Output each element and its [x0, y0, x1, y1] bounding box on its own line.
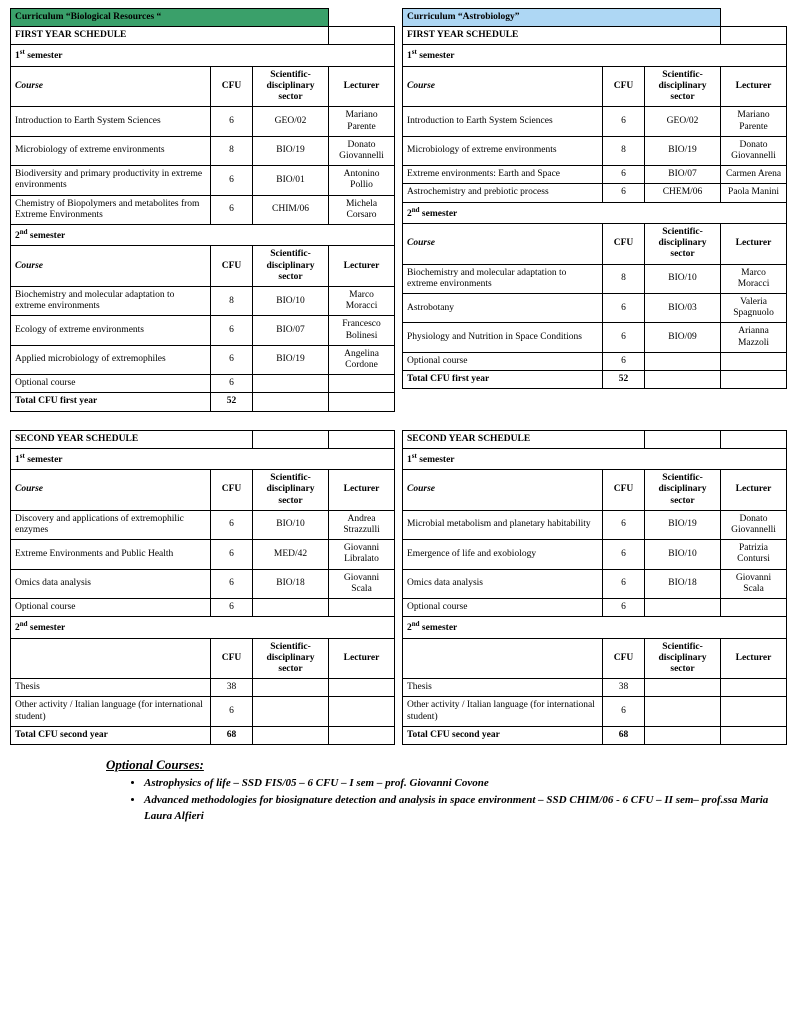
table-row — [403, 184, 787, 202]
table-row — [11, 569, 395, 598]
left-y2s1-columns — [11, 470, 395, 511]
col-lecturer: Lecturer — [721, 470, 787, 511]
header-empty-ssd — [645, 430, 721, 448]
course-cfu: 6 — [603, 510, 645, 539]
course-ssd: BIO/18 — [645, 569, 721, 598]
total-empty-ssd — [253, 393, 329, 411]
course-ssd: BIO/10 — [645, 264, 721, 293]
left-y1-sem1-label — [11, 45, 395, 66]
course-ssd — [253, 679, 329, 697]
col-lecturer: Lecturer — [329, 470, 395, 511]
left-second-year-table — [10, 430, 395, 745]
right-y2s2-columns — [403, 638, 787, 679]
course-name: Chemistry of Biopolymers and metabolites from Extreme Environments — [11, 195, 211, 224]
right-y1-sem1-label — [403, 45, 787, 66]
sem-rest: semester — [24, 454, 63, 465]
col-cfu: CFU — [211, 470, 253, 511]
table-row — [403, 510, 787, 539]
course-lecturer: Andrea Strazzulli — [329, 510, 395, 539]
col-ssd: Scientific-disciplinary sector — [253, 470, 329, 511]
left-y1s2-columns — [11, 246, 395, 287]
col-cfu: CFU — [603, 66, 645, 107]
optional-courses-title: Optional Courses: — [106, 756, 204, 772]
course-name: Ecology of extreme environments — [11, 316, 211, 345]
course-name: Astrobotany — [403, 293, 603, 322]
right-y1s2-columns — [403, 223, 787, 264]
total-empty-lecturer — [721, 726, 787, 744]
course-cfu: 6 — [211, 195, 253, 224]
table-row — [403, 107, 787, 136]
course-lecturer: Francesco Bolinesi — [329, 316, 395, 345]
table-row — [403, 598, 787, 616]
left-y2-sem1-label — [11, 448, 395, 469]
right-second-year-header: SECOND YEAR SCHEDULE — [403, 430, 645, 448]
sem-rest: semester — [419, 623, 458, 634]
course-ssd: BIO/07 — [645, 166, 721, 184]
col-lecturer: Lecturer — [329, 66, 395, 107]
course-lecturer — [329, 375, 395, 393]
course-ssd: GEO/02 — [253, 107, 329, 136]
table-row — [11, 510, 395, 539]
course-cfu: 6 — [603, 166, 645, 184]
right-y2-sem2-label — [403, 617, 787, 638]
left-first-year-table — [10, 8, 395, 412]
course-name: Introduction to Earth System Sciences — [11, 107, 211, 136]
right-total-second-year-label: Total CFU second year — [403, 726, 603, 744]
course-lecturer: Mariano Parente — [721, 107, 787, 136]
col-course: Course — [403, 223, 603, 264]
course-ssd: BIO/19 — [645, 510, 721, 539]
sem-sup: st — [19, 451, 25, 460]
right-curriculum-second-year — [402, 430, 786, 745]
course-ssd — [645, 697, 721, 726]
col-cfu: CFU — [211, 246, 253, 287]
table-row — [403, 697, 787, 726]
left-second-year-header: SECOND YEAR SCHEDULE — [11, 430, 253, 448]
left-y2-sem2-row — [11, 617, 395, 638]
course-name: Thesis — [11, 679, 211, 697]
right-total-first-year-cfu: 52 — [603, 370, 645, 388]
left-second-year-header-row — [11, 430, 395, 448]
sem-sup: nd — [411, 620, 420, 629]
sem-rest: semester — [419, 208, 458, 219]
total-empty-ssd — [645, 370, 721, 388]
course-cfu: 6 — [603, 323, 645, 352]
right-first-year-table — [402, 8, 787, 389]
course-cfu: 6 — [603, 598, 645, 616]
table-row — [11, 375, 395, 393]
course-ssd: BIO/10 — [253, 510, 329, 539]
table-row — [403, 136, 787, 165]
course-ssd — [645, 679, 721, 697]
right-second-year-header-row — [403, 430, 787, 448]
left-y2s2-columns — [11, 638, 395, 679]
col-lecturer: Lecturer — [329, 246, 395, 287]
course-name: Emergence of life and exobiology — [403, 540, 603, 569]
course-cfu: 38 — [211, 679, 253, 697]
sem-number: 2 — [15, 231, 20, 242]
right-total-first-year-label: Total CFU first year — [403, 370, 603, 388]
table-row — [11, 316, 395, 345]
header-empty-lecturer — [721, 430, 787, 448]
spacer-cell — [329, 9, 395, 27]
course-name: Biochemistry and molecular adaptation to extreme environments — [11, 286, 211, 315]
table-row — [11, 195, 395, 224]
table-row — [403, 264, 787, 293]
left-total-first-year-row — [11, 393, 395, 411]
sem-rest: semester — [416, 454, 455, 465]
course-ssd: BIO/01 — [253, 166, 329, 195]
col-ssd: Scientific-disciplinary sector — [645, 470, 721, 511]
col-course-blank — [11, 638, 211, 679]
course-ssd: CHIM/06 — [253, 195, 329, 224]
course-lecturer: Marco Moracci — [721, 264, 787, 293]
course-lecturer: Antonino Pollio — [329, 166, 395, 195]
course-cfu: 6 — [603, 540, 645, 569]
course-name: Other activity / Italian language (for international student) — [403, 697, 603, 726]
course-name: Applied microbiology of extremophiles — [11, 345, 211, 374]
right-total-second-year-cfu: 68 — [603, 726, 645, 744]
right-y1-sem1-row — [403, 45, 787, 66]
right-total-first-year-row — [403, 370, 787, 388]
sem-sup: nd — [19, 620, 28, 629]
total-empty-lecturer — [721, 370, 787, 388]
table-row — [11, 286, 395, 315]
course-cfu: 8 — [603, 264, 645, 293]
sem-sup: st — [19, 48, 25, 57]
left-total-second-year-cfu: 68 — [211, 726, 253, 744]
course-cfu: 6 — [603, 184, 645, 202]
sem-rest: semester — [27, 231, 66, 242]
course-lecturer — [329, 598, 395, 616]
col-cfu: CFU — [603, 223, 645, 264]
course-name: Biochemistry and molecular adaptation to extreme environments — [403, 264, 603, 293]
course-cfu: 8 — [603, 136, 645, 165]
course-lecturer: Carmen Arena — [721, 166, 787, 184]
course-cfu: 6 — [211, 316, 253, 345]
table-row — [11, 345, 395, 374]
course-ssd: BIO/19 — [253, 136, 329, 165]
col-lecturer: Lecturer — [721, 223, 787, 264]
table-row — [11, 107, 395, 136]
course-cfu: 6 — [211, 510, 253, 539]
left-y2-sem2-label — [11, 617, 395, 638]
sem-number: 1 — [15, 51, 20, 62]
course-name: Introduction to Earth System Sciences — [403, 107, 603, 136]
course-cfu: 6 — [211, 345, 253, 374]
col-ssd: Scientific-disciplinary sector — [645, 66, 721, 107]
right-title-row — [403, 9, 787, 27]
optional-courses-list — [106, 776, 793, 825]
course-name: Other activity / Italian language (for international student) — [11, 697, 211, 726]
course-ssd: MED/42 — [253, 540, 329, 569]
col-cfu: CFU — [211, 66, 253, 107]
left-total-second-year-row — [11, 726, 395, 744]
course-name: Microbiology of extreme environments — [11, 136, 211, 165]
left-y1-sem1-row — [11, 45, 395, 66]
course-lecturer: Donato Giovannelli — [329, 136, 395, 165]
col-course: Course — [403, 66, 603, 107]
course-cfu: 38 — [603, 679, 645, 697]
table-row — [403, 293, 787, 322]
table-row — [403, 323, 787, 352]
course-lecturer — [329, 679, 395, 697]
table-row — [11, 697, 395, 726]
col-course: Course — [11, 470, 211, 511]
left-curriculum-title: Curriculum “Biological Resources “ — [11, 9, 329, 27]
col-cfu: CFU — [603, 470, 645, 511]
table-row — [403, 352, 787, 370]
left-curriculum-second-year — [10, 430, 394, 745]
course-ssd — [253, 375, 329, 393]
course-lecturer — [721, 697, 787, 726]
spacer-cell — [721, 9, 787, 27]
col-cfu: CFU — [603, 638, 645, 679]
col-ssd: Scientific-disciplinary sector — [253, 246, 329, 287]
course-lecturer — [721, 598, 787, 616]
table-row — [11, 679, 395, 697]
table-row — [11, 136, 395, 165]
course-lecturer: Donato Giovannelli — [721, 136, 787, 165]
course-lecturer: Patrizia Contursi — [721, 540, 787, 569]
list-item: • Astrophysics of life – SSD FIS/05 – 6 CFU – I sem – prof. Giovanni Covone — [144, 776, 793, 792]
course-lecturer: Michela Corsaro — [329, 195, 395, 224]
total-empty-lecturer — [329, 393, 395, 411]
total-empty-ssd — [253, 726, 329, 744]
course-name: Omics data analysis — [11, 569, 211, 598]
total-empty-lecturer — [329, 726, 395, 744]
right-second-year-table — [402, 430, 787, 745]
second-year-section — [10, 430, 793, 745]
course-lecturer: Giovanni Libralato — [329, 540, 395, 569]
left-total-first-year-cfu: 52 — [211, 393, 253, 411]
course-lecturer — [721, 679, 787, 697]
right-curriculum-title: Curriculum “Astrobiology” — [403, 9, 721, 27]
course-cfu: 6 — [211, 107, 253, 136]
col-ssd: Scientific-disciplinary sector — [645, 638, 721, 679]
sem-number: 2 — [15, 623, 20, 634]
header-empty-ssd — [253, 430, 329, 448]
right-first-year-header-row — [403, 27, 787, 45]
col-lecturer: Lecturer — [329, 638, 395, 679]
col-ssd: Scientific-disciplinary sector — [645, 223, 721, 264]
sem-number: 1 — [407, 454, 412, 465]
course-ssd: BIO/09 — [645, 323, 721, 352]
course-ssd: GEO/02 — [645, 107, 721, 136]
right-first-year-header: FIRST YEAR SCHEDULE — [403, 27, 721, 45]
col-lecturer: Lecturer — [721, 638, 787, 679]
course-ssd: BIO/10 — [253, 286, 329, 315]
table-row — [11, 598, 395, 616]
course-lecturer: Paola Manini — [721, 184, 787, 202]
header-empty-cell — [721, 27, 787, 45]
list-item: • Advanced methodologies for biosignature detection and analysis in space environment – SSD CHIM/06 - 6 CFU – II sem– prof.ssa Maria Laura Alfieri — [144, 793, 793, 825]
left-total-second-year-label: Total CFU second year — [11, 726, 211, 744]
course-ssd — [645, 598, 721, 616]
left-y1-sem2-label — [11, 225, 395, 246]
course-cfu: 6 — [211, 569, 253, 598]
course-lecturer: Arianna Mazzoli — [721, 323, 787, 352]
course-cfu: 8 — [211, 286, 253, 315]
course-cfu: 6 — [211, 598, 253, 616]
course-ssd: BIO/19 — [645, 136, 721, 165]
course-cfu: 6 — [211, 697, 253, 726]
right-y1s1-columns — [403, 66, 787, 107]
table-row — [403, 166, 787, 184]
right-y1-sem2-label — [403, 202, 787, 223]
course-ssd: BIO/07 — [253, 316, 329, 345]
left-y1-sem2-row — [11, 225, 395, 246]
course-name: Physiology and Nutrition in Space Conditions — [403, 323, 603, 352]
sem-sup: st — [411, 48, 417, 57]
section-spacer — [10, 412, 793, 430]
sem-number: 1 — [15, 454, 20, 465]
right-y2-sem2-row — [403, 617, 787, 638]
course-cfu: 6 — [211, 375, 253, 393]
course-cfu: 6 — [603, 107, 645, 136]
course-name: Thesis — [403, 679, 603, 697]
left-curriculum-first-year — [10, 8, 394, 412]
table-row — [403, 540, 787, 569]
col-course: Course — [11, 66, 211, 107]
first-year-section — [10, 8, 793, 412]
col-course: Course — [403, 470, 603, 511]
course-name: Optional course — [11, 598, 211, 616]
course-name: Optional course — [403, 352, 603, 370]
sem-number: 1 — [407, 51, 412, 62]
course-lecturer: Mariano Parente — [329, 107, 395, 136]
course-ssd: CHEM/06 — [645, 184, 721, 202]
course-lecturer: Angelina Cordone — [329, 345, 395, 374]
header-empty-lecturer — [329, 430, 395, 448]
course-lecturer: Giovanni Scala — [721, 569, 787, 598]
course-name: Biodiversity and primary productivity in extreme environments — [11, 166, 211, 195]
course-ssd: BIO/10 — [645, 540, 721, 569]
course-name: Omics data analysis — [403, 569, 603, 598]
course-name: Optional course — [11, 375, 211, 393]
course-lecturer: Valeria Spagnuolo — [721, 293, 787, 322]
course-cfu: 6 — [211, 166, 253, 195]
right-y2-sem1-label — [403, 448, 787, 469]
right-curriculum-first-year — [402, 8, 786, 389]
sem-rest: semester — [27, 623, 66, 634]
course-lecturer: Giovanni Scala — [329, 569, 395, 598]
sem-number: 2 — [407, 623, 412, 634]
col-ssd: Scientific-disciplinary sector — [253, 638, 329, 679]
optional-courses-section — [10, 757, 793, 825]
course-ssd — [253, 697, 329, 726]
sem-sup: nd — [19, 228, 28, 236]
course-name: Discovery and applications of extremophilic enzymes — [11, 510, 211, 539]
sem-sup: nd — [411, 205, 420, 214]
course-lecturer: Donato Giovannelli — [721, 510, 787, 539]
course-name: Extreme Environments and Public Health — [11, 540, 211, 569]
right-y2-sem1-row — [403, 448, 787, 469]
course-ssd: BIO/19 — [253, 345, 329, 374]
table-row — [403, 679, 787, 697]
course-lecturer — [329, 697, 395, 726]
table-row — [11, 540, 395, 569]
course-ssd: BIO/18 — [253, 569, 329, 598]
left-total-first-year-label: Total CFU first year — [11, 393, 211, 411]
course-cfu: 6 — [603, 293, 645, 322]
table-row — [11, 166, 395, 195]
course-cfu: 8 — [211, 136, 253, 165]
sem-number: 2 — [407, 208, 412, 219]
course-lecturer — [721, 352, 787, 370]
sem-rest: semester — [416, 51, 455, 62]
course-cfu: 6 — [211, 540, 253, 569]
table-row — [403, 569, 787, 598]
course-cfu: 6 — [603, 569, 645, 598]
col-cfu: CFU — [211, 638, 253, 679]
course-cfu: 6 — [603, 697, 645, 726]
course-ssd — [253, 598, 329, 616]
sem-sup: st — [411, 451, 417, 460]
course-cfu: 6 — [603, 352, 645, 370]
course-name: Optional course — [403, 598, 603, 616]
right-y2s1-columns — [403, 470, 787, 511]
right-y1-sem2-row — [403, 202, 787, 223]
col-course-blank — [403, 638, 603, 679]
right-total-second-year-row — [403, 726, 787, 744]
left-first-year-header: FIRST YEAR SCHEDULE — [11, 27, 329, 45]
left-y2-sem1-row — [11, 448, 395, 469]
course-name: Astrochemistry and prebiotic process — [403, 184, 603, 202]
sem-rest: semester — [24, 51, 63, 62]
course-name: Microbiology of extreme environments — [403, 136, 603, 165]
course-ssd: BIO/03 — [645, 293, 721, 322]
left-first-year-header-row — [11, 27, 395, 45]
course-name: Extreme environments: Earth and Space — [403, 166, 603, 184]
course-ssd — [645, 352, 721, 370]
course-name: Microbial metabolism and planetary habitability — [403, 510, 603, 539]
header-empty-cell — [329, 27, 395, 45]
col-course: Course — [11, 246, 211, 287]
total-empty-ssd — [645, 726, 721, 744]
col-lecturer: Lecturer — [721, 66, 787, 107]
course-lecturer: Marco Moracci — [329, 286, 395, 315]
left-title-row — [11, 9, 395, 27]
col-ssd: Scientific-disciplinary sector — [253, 66, 329, 107]
left-y1s1-columns — [11, 66, 395, 107]
